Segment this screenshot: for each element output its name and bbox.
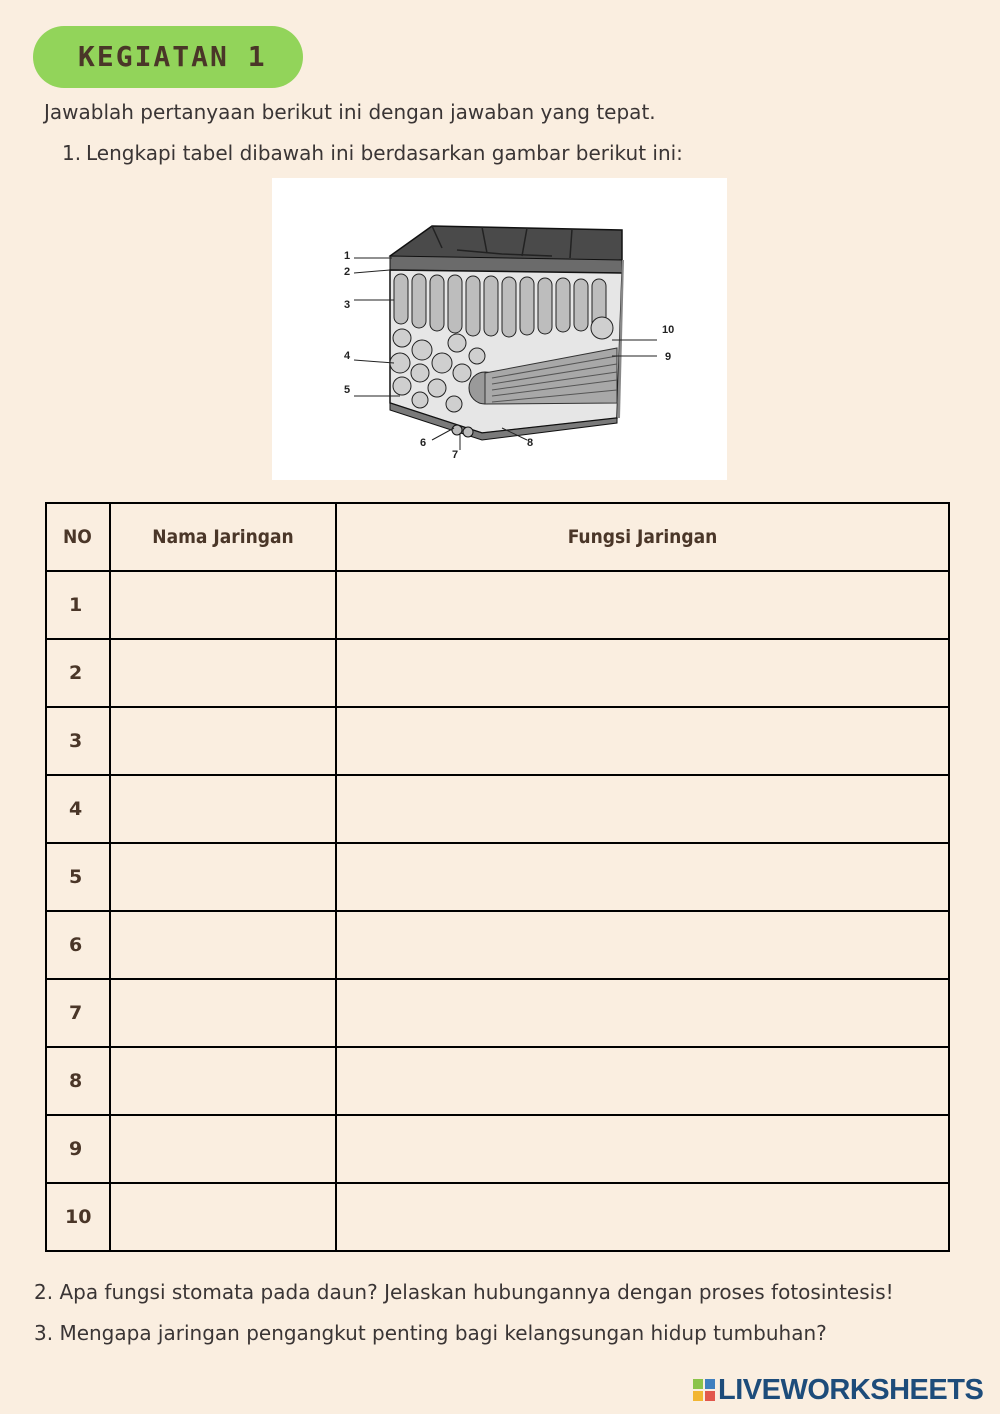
nama-jaringan-cell[interactable] — [110, 571, 336, 639]
nama-jaringan-cell[interactable] — [110, 1115, 336, 1183]
diagram-label-5: 5 — [344, 384, 351, 396]
header-no: NO — [46, 503, 110, 571]
fungsi-jaringan-cell[interactable] — [336, 979, 949, 1047]
table-row — [46, 979, 949, 1047]
diagram-label-10: 10 — [662, 324, 675, 336]
nama-jaringan-cell[interactable] — [110, 843, 336, 911]
nama-jaringan-cell[interactable] — [110, 1183, 336, 1251]
table-row — [46, 911, 949, 979]
row-number: 6 — [46, 911, 110, 979]
row-number: 5 — [46, 843, 110, 911]
diagram-label-8: 8 — [527, 437, 534, 449]
liveworksheets-wordmark: LIVEWORKSHEETS — [718, 1373, 984, 1406]
fungsi-jaringan-cell[interactable] — [336, 843, 949, 911]
fungsi-jaringan-cell[interactable] — [336, 1183, 949, 1251]
nama-jaringan-cell[interactable] — [110, 775, 336, 843]
fungsi-jaringan-cell[interactable] — [336, 1115, 949, 1183]
row-number: 3 — [46, 707, 110, 775]
tissue-table — [45, 502, 950, 1252]
activity-title: KEGIATAN 1 — [78, 40, 267, 73]
nama-jaringan-cell[interactable] — [110, 911, 336, 979]
row-number: 8 — [46, 1047, 110, 1115]
header-nama-jaringan: Nama Jaringan — [110, 503, 336, 571]
liveworksheets-logo-icon — [692, 1378, 716, 1402]
row-number: 9 — [46, 1115, 110, 1183]
nama-jaringan-cell[interactable] — [110, 639, 336, 707]
nama-jaringan-cell[interactable] — [110, 707, 336, 775]
table-row — [46, 1115, 949, 1183]
fungsi-jaringan-cell[interactable] — [336, 639, 949, 707]
fungsi-jaringan-cell[interactable] — [336, 775, 949, 843]
table-header-row — [46, 503, 949, 571]
nama-jaringan-cell[interactable] — [110, 1047, 336, 1115]
leaf-cross-section-diagram — [272, 178, 727, 480]
table-row — [46, 1047, 949, 1115]
diagram-label-3: 3 — [344, 299, 351, 311]
fungsi-jaringan-cell[interactable] — [336, 911, 949, 979]
table-row — [46, 775, 949, 843]
row-number: 10 — [46, 1183, 110, 1251]
diagram-label-1: 1 — [344, 250, 351, 262]
fungsi-jaringan-cell[interactable] — [336, 571, 949, 639]
question-1 — [62, 141, 683, 165]
row-number: 4 — [46, 775, 110, 843]
question-3: 3. Mengapa jaringan pengangkut penting bagi kelangsungan hidup tumbuhan? — [34, 1321, 827, 1345]
row-number: 2 — [46, 639, 110, 707]
diagram-label-4: 4 — [344, 350, 351, 362]
question-1-text: Lengkapi tabel dibawah ini berdasarkan gambar berikut ini: — [86, 141, 683, 165]
diagram-label-6: 6 — [420, 437, 427, 449]
table-row — [46, 571, 949, 639]
table-row — [46, 1183, 949, 1251]
fungsi-jaringan-cell[interactable] — [336, 1047, 949, 1115]
header-fungsi-jaringan: Fungsi Jaringan — [336, 503, 949, 571]
liveworksheets-logo — [692, 1374, 983, 1406]
diagram-label-2: 2 — [344, 266, 351, 278]
question-1-number: 1. — [62, 141, 82, 165]
question-2: 2. Apa fungsi stomata pada daun? Jelaskan hubungannya dengan proses fotosintesis! — [34, 1280, 894, 1304]
table-row — [46, 639, 949, 707]
instructions-text: Jawablah pertanyaan berikut ini dengan jawaban yang tepat. — [44, 100, 656, 124]
table-row — [46, 843, 949, 911]
row-number: 7 — [46, 979, 110, 1047]
row-number: 1 — [46, 571, 110, 639]
leaf-cross-section-figure — [272, 178, 727, 480]
table-row — [46, 707, 949, 775]
nama-jaringan-cell[interactable] — [110, 979, 336, 1047]
diagram-label-7: 7 — [452, 449, 459, 461]
activity-title-badge — [33, 26, 303, 88]
fungsi-jaringan-cell[interactable] — [336, 707, 949, 775]
diagram-label-9: 9 — [665, 351, 672, 363]
